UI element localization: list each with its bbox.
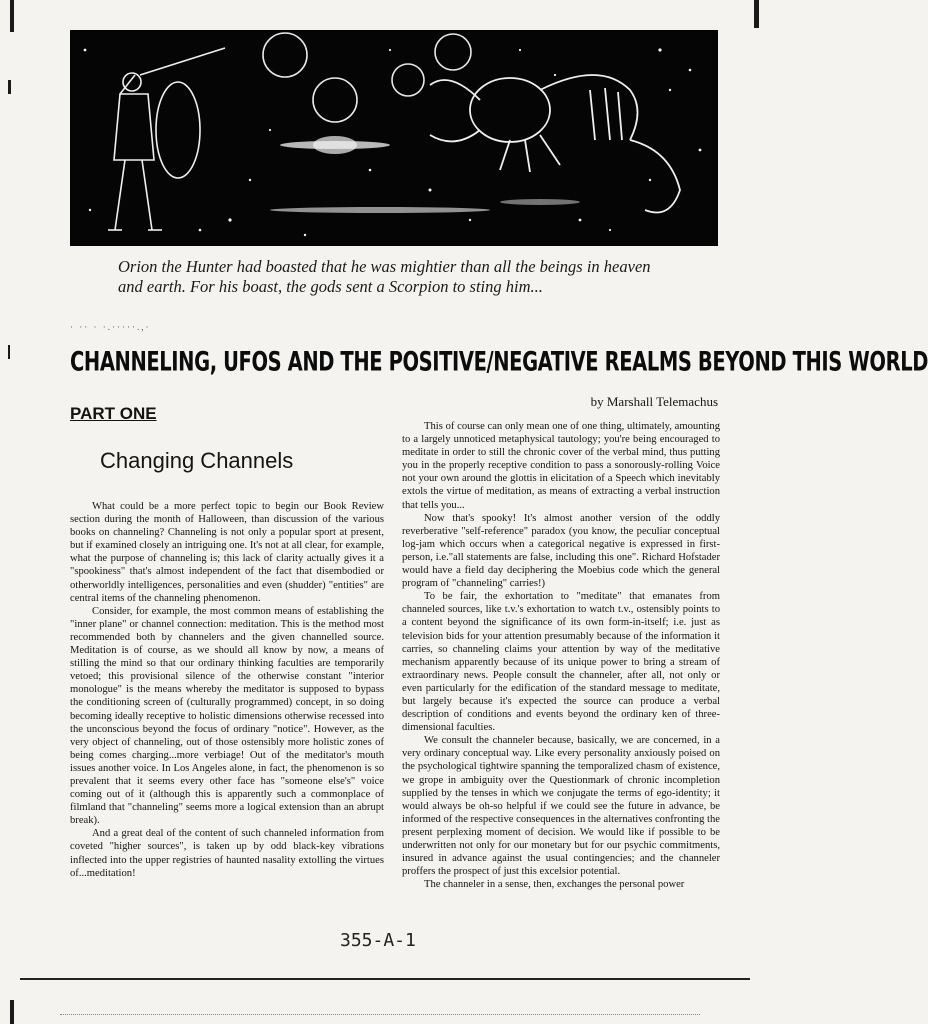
orion-scorpion-illustration [70, 30, 718, 246]
paragraph: This of course can only mean one of one thing, ultimately, amounting to a largely unnoticed metaphysical tautology; you're being encouraged to meditate in order to still the chronic cover of the verbal mind, thus putting you in the properly receptive condition to pass a sonorously-rolling Voice not your own around the glottis in elicitation of a Speech which inevitably extols the virtue of meditation, as means of extracting a verbal instruction that tells you... [402, 421, 720, 511]
margin-mark [8, 345, 10, 359]
left-column [70, 500, 384, 880]
margin-mark [10, 1000, 14, 1024]
paragraph: To be fair, the exhortation to "meditate" that emanates from channeled sources, like t.v.'s exhortation to watch t.v., ostensibly points to a content beyond the significance of its own form-in-itself; i.e. just as television bids for your attention presumably because of the information it carries, so channeling claims your attention by way of the meditative mechanism apparently because of its unique power to bring a stream of extraordinary news. People consult the channeler, after all, not only or even particularly for the edification of the standard message to meditate, but largely because it's expected the source can produce a verbal description of conditions and events beyond the ordinary ken of three-dimensional faculties. [402, 591, 720, 734]
section-title: Changing Channels [100, 448, 294, 473]
paragraph: What could be a more perfect topic to begin our Book Review section during the month of Halloween, than discussion of the various books on channeling? Channeling is not only a popular sport at present, but if examined closely an intriguing one. It's not at all clear, for example, what the purpose of channeling is; this lack of clarity actually gives it a "spookiness" that's almost independent of the fact that disembodied or otherworldly intelligences, personalities and even (shudder) "entities" are central items of the channeling phenomenon. [70, 501, 384, 604]
paragraph: And a great deal of the content of such channeled information from coveted "higher sources", is taken up by odd black-key vibrations inflected into the upper registries of haunted nasality extolling the virtues of...meditation! [70, 828, 384, 879]
margin-mark [10, 0, 14, 32]
paragraph: Now that's spooky! It's almost another version of the oddly reverberative "self-reference" paradox (you know, the peculiar conceptual log-jam which occurs when a categorical negative is expressed in first-person, i.e."all statements are false, including this one". Richard Hofstader would have a field day deciphering the Moebius code which the general program of "channeling" carries!) [402, 512, 720, 590]
right-column [402, 420, 720, 891]
margin-mark [8, 80, 11, 94]
hero-illustration [70, 30, 718, 246]
page-number: 355-A-1 [340, 930, 416, 951]
part-heading: PART ONE [70, 404, 157, 423]
paragraph: Consider, for example, the most common means of establishing the "inner plane" or channel connection: meditation. This is the method most recommended both by channelers and the given channelled source. Meditation is of course, as we should all know by now, a means of stilling the mind so that our ordinary thinking faculties are temporarily vetoed; this provisional silence of the otherwise constant "interior monologue" is the means whereby the meditator is supposed to bypass the conditioning screen of (culturally programmed) concept, in so doing becoming ideally receptive to holistic dimensions otherwise recessed into the unconscious beyond the focus of ordinary "notice". However, as the very object of channeling, out of those ostensibly more holistic zones of being comes charging...more verbiage! Out of the meditator's mouth issues another voice. In Los Angeles alone, in fact, the phenomenon is so prevalent that it seems every other face has "someone else's" voice coming out of it (although this is apparently such a commonplace of filmland that "channeling" seems more a logical extension than an abrupt break). [70, 605, 384, 827]
paragraph: We consult the channeler because, basically, we are concerned, in a very ordinary conceptual way. Like every personality anxiously poised on the psychological tightwire spanning the temporalized chasm of existence, we grope in ambiguity over the Questionmark of chronic incompletion supplied by the tenses in which we conjugate the terms of ego-identity; it would always be oh-so helpful if we could see the future in advance, be informed of the respective consequences in the alternatives confronting the present perplexing moment of decision. We would like if possible to be underwritten not only for our monetary but for our psychic commitments, insured in advance against the usual contingencies; and the channeler proffers the prospect of just this excelsior potential. [402, 735, 720, 878]
scribble-marks: · ·· · ·.·····.,· [70, 322, 151, 332]
bottom-bleed-through [60, 1014, 700, 1017]
illustration-caption: Orion the Hunter had boasted that he was mightier than all the beings in heaven and earth. For his boast, the gods sent a Scorpion to sting him... [118, 257, 651, 296]
article-headline: CHANNELING, UFOS AND THE POSITIVE/NEGATIVE REALMS BEYOND THIS WORLD [70, 346, 928, 378]
byline: by Marshall Telemachus [590, 394, 718, 409]
margin-mark [754, 0, 759, 28]
bottom-rule [20, 978, 750, 980]
paragraph: The channeler in a sense, then, exchanges the personal power [424, 879, 685, 891]
